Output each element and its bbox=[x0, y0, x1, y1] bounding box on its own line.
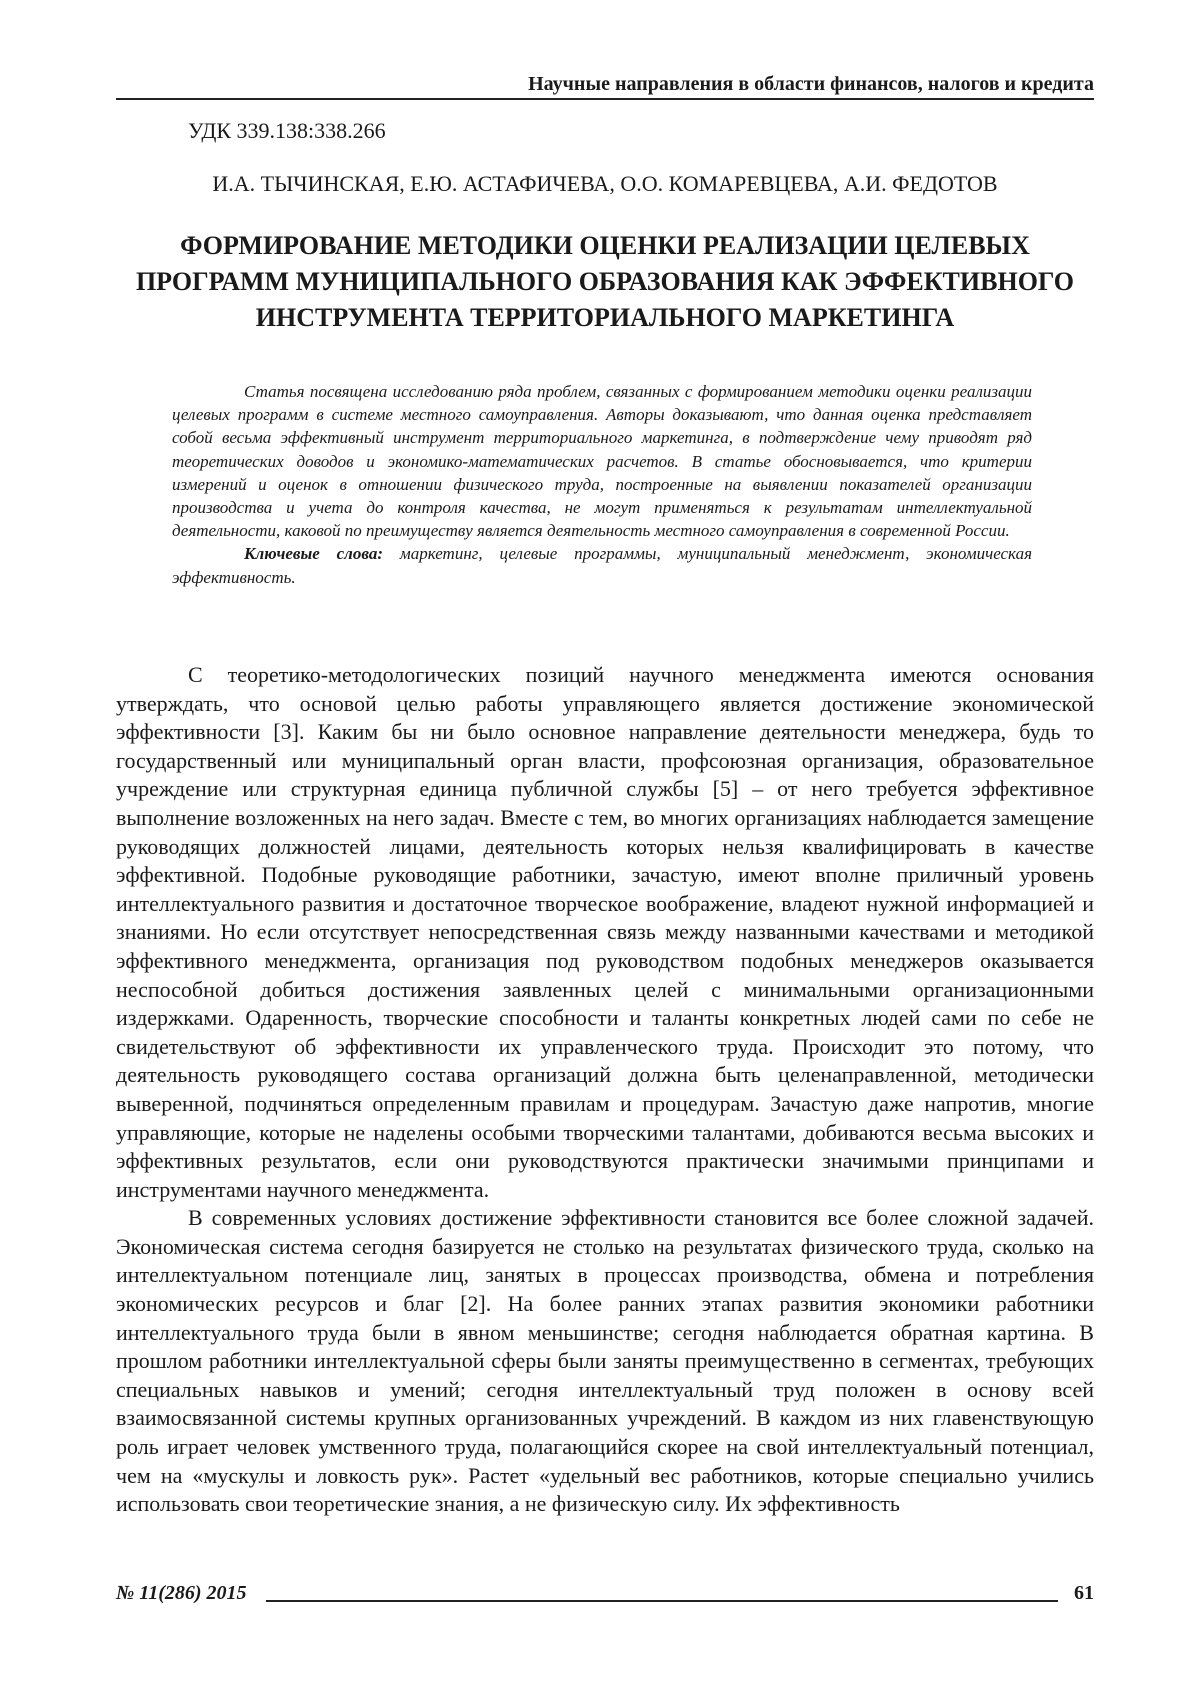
udk-code: УДК 339.138:338.266 bbox=[188, 118, 386, 143]
keywords-label: Ключевые слова: bbox=[244, 544, 384, 564]
authors-line: И.А. ТЫЧИНСКАЯ, Е.Ю. АСТАФИЧЕВА, О.О. КОМАРЕВЦЕВА, А.И. ФЕДОТОВ bbox=[212, 171, 998, 196]
abstract bbox=[172, 380, 1032, 589]
body-paragraph-1: С теоретико-методологических позиций научного менеджмента имеются основания утверждать, что основой целью работы управляющего является достижение экономической эффективности [3]. Каким бы ни было основное направление деятельности менеджера, будь то государственный или муниципальный орган власти, профсоюзная организация, образовательное учреждение или структурная единица публичной службы [5] – от него требуется эффективное выполнение возложенных на него задач. Вместе с тем, во многих организациях наблюдается замещение руководящих должностей лицами, деятельность которых нельзя квалифицировать в качестве эффективной. Подобные руководящие работники, зачастую, имеют вполне приличный уровень интеллектуального развития и достаточное творческое воображение, владеют нужной информацией и знаниями. Но если отсутствует непосредственная связь между названными качествами и методикой эффективного менеджмента, организация под руководством подобных менеджеров оказывается неспособной добиться достижения заявленных целей с минимальными организационными издержками. Одаренность, творческие способности и таланты конкретных людей сами по себе не свидетельствуют об эффективности их управленческого труда. Происходит это потому, что деятельность руководящего состава организаций должна быть целенаправленной, методически выверенной, подчиняться определенным правилам и процедурам. Зачастую даже напротив, многие управляющие, которые не наделены особыми творческими талантами, добиваются весьма высоких и эффективных результатов, если они руководствуются практически значимыми принципами и инструментами научного менеджмента. bbox=[116, 662, 1094, 1202]
article-title: ФОРМИРОВАНИЕ МЕТОДИКИ ОЦЕНКИ РЕАЛИЗАЦИИ ЦЕЛЕВЫХ ПРОГРАММ МУНИЦИПАЛЬНОГО ОБРАЗОВАНИЯ КАК ЭФФЕКТИВНОГО ИНСТРУМЕНТА ТЕРРИТОРИАЛЬНОГО МАРКЕТИНГА bbox=[135, 231, 1075, 332]
keywords-list: маркетинг, целевые программы, муниципальный менеджмент, экономическая эффективность. bbox=[172, 544, 1032, 587]
page-footer bbox=[116, 1578, 1094, 1608]
keywords-paragraph bbox=[172, 542, 1032, 588]
issue-number: № 11(286) 2015 bbox=[116, 1578, 251, 1608]
footer-rule bbox=[266, 1600, 1058, 1602]
abstract-text: Статья посвящена исследованию ряда проблем, связанных с формированием методики оценки реализации целевых программ в системе местного самоуправления. Авторы доказывают, что данная оценка представляет собой весьма эффективный инструмент территориального маркетинга, в подтверждение чему приводят ряд теоретических доводов и экономико-математических расчетов. В статье обосновывается, что критерии измерений и оценок в отношении физического труда, построенные на выявлении показателей организации производства и учета до контроля качества, не могут применяться к результатам интеллектуальной деятельности, каковой по преимуществу является деятельность местного самоуправления в современной России. bbox=[172, 382, 1032, 541]
page-number: 61 bbox=[1074, 1582, 1094, 1604]
running-header: Научные направления в области финансов, налогов и кредита bbox=[116, 70, 1094, 100]
body-paragraph-2: В современных условиях достижение эффективности становится все более сложной задачей. Экономическая система сегодня базируется не столько на результатах физического труда, сколько на интеллектуальном потенциале лиц, занятых в процессах производства, обмена и потребления экономических ресурсов и благ [2]. На более ранних этапах развития экономики работники интеллектуального труда были в явном меньшинстве; сегодня наблюдается обратная картина. В прошлом работники интеллектуальной сферы были заняты преимущественно в сегментах, требующих специальных навыков и умений; сегодня интеллектуальный труд положен в основу всей взаимосвязанной системы крупных организованных учреждений. В каждом из них главенствующую роль играет человек умственного труда, полагающийся скорее на свой интеллектуальный потенциал, чем на «мускулы и ловкость рук». Растет «удельный вес работников, которые специально учились использовать свои теоретические знания, а не физическую силу. Их эффективность bbox=[116, 1205, 1094, 1517]
article-body bbox=[116, 661, 1094, 1519]
